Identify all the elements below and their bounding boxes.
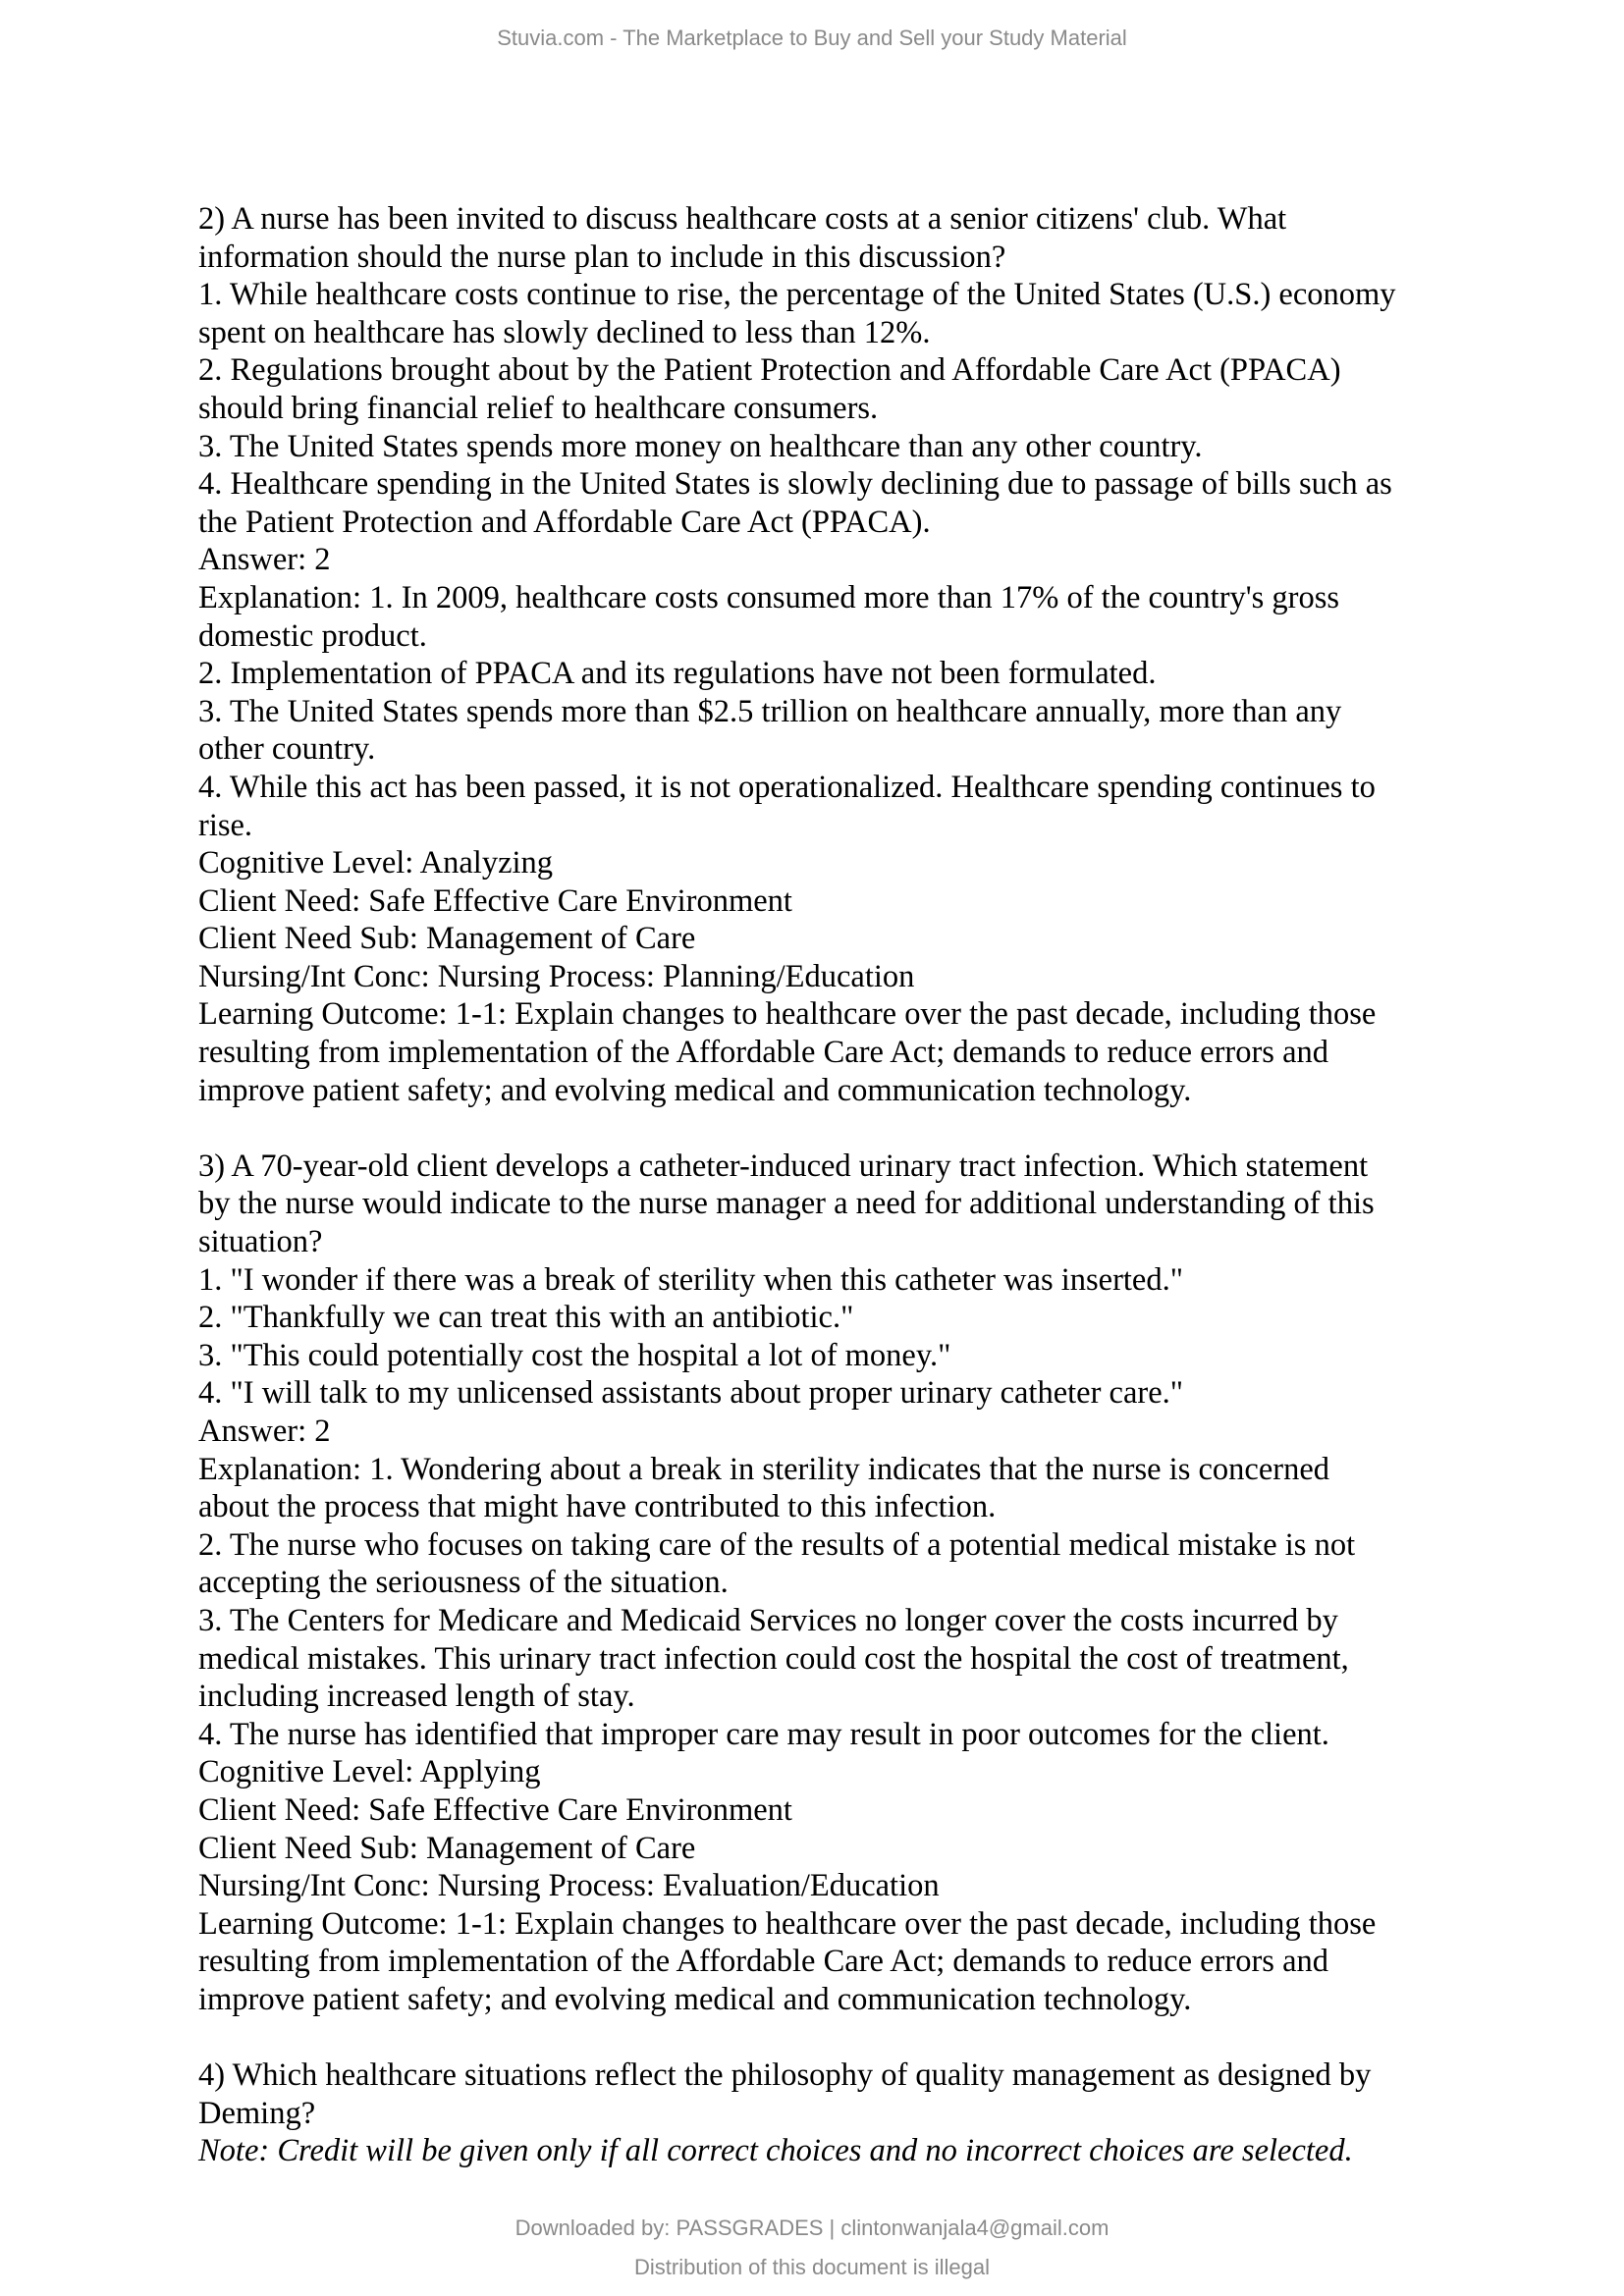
text-line: 4. While this act has been passed, it is not operationalized. Healthcare spending continues to	[198, 769, 1376, 805]
text-line: medical mistakes. This urinary tract infection could cost the hospital the cost of treatment,	[198, 1640, 1349, 1677]
text-line: improve patient safety; and evolving medical and communication technology.	[198, 1981, 1192, 2017]
spacer	[198, 1109, 1465, 1148]
downloaded-by-footer: Downloaded by: PASSGRADES | clintonwanjala4@gmail.com	[514, 2216, 1110, 2240]
text-line: resulting from implementation of the Affordable Care Act; demands to reduce errors and	[198, 1035, 1328, 1071]
answer-line: Answer: 2	[198, 1414, 331, 1449]
question-2-block	[198, 200, 1465, 1109]
text-line: domestic product.	[198, 617, 427, 654]
text-line: 4. The nurse has identified that improper care may result in poor outcomes for the client.	[198, 1716, 1329, 1752]
text-line: spent on healthcare has slowly declined to less than 12%.	[198, 314, 931, 350]
text-line: 3. The United States spends more money on healthcare than any other country.	[198, 428, 1203, 464]
client-need-sub: Client Need Sub: Management of Care	[198, 1830, 696, 1866]
text-line: by the nurse would indicate to the nurse manager a need for additional understanding of this	[198, 1186, 1375, 1222]
text-line: 1. "I wonder if there was a break of sterility when this catheter was inserted."	[198, 1261, 1183, 1298]
text-line: situation?	[198, 1224, 323, 1260]
nursing-int-conc: Nursing/Int Conc: Nursing Process: Planning/Education	[198, 958, 915, 994]
text-line: 4. "I will talk to my unlicensed assistants about proper urinary catheter care."	[198, 1375, 1184, 1412]
text-line: including increased length of stay.	[198, 1679, 635, 1715]
text-line: 3. "This could potentially cost the hospital a lot of money."	[198, 1337, 951, 1373]
text-line: accepting the seriousness of the situation.	[198, 1565, 729, 1601]
text-line: 2) A nurse has been invited to discuss healthcare costs at a senior citizens' club. What	[198, 201, 1287, 237]
text-line: 2. "Thankfully we can treat this with an antibiotic."	[198, 1300, 854, 1336]
spacer	[198, 2019, 1465, 2057]
cognitive-level: Cognitive Level: Applying	[198, 1754, 541, 1790]
text-line: should bring financial relief to healthcare consumers.	[198, 390, 879, 426]
text-line: resulting from implementation of the Affordable Care Act; demands to reduce errors and	[198, 1944, 1328, 1980]
text-line: 4. Healthcare spending in the United States is slowly declining due to passage of bills such as	[198, 466, 1392, 503]
distribution-footer: Distribution of this document is illegal	[634, 2255, 990, 2279]
text-line: 3) A 70-year-old client develops a catheter-induced urinary tract infection. Which statement	[198, 1148, 1369, 1184]
stuvia-header: Stuvia.com - The Marketplace to Buy and Sell your Study Material	[497, 26, 1127, 50]
client-need-sub: Client Need Sub: Management of Care	[198, 921, 696, 957]
text-line: 3. The United States spends more than $2.5 trillion on healthcare annually, more than any	[198, 693, 1342, 729]
cognitive-level: Cognitive Level: Analyzing	[198, 845, 554, 881]
text-line: improve patient safety; and evolving medical and communication technology.	[198, 1072, 1192, 1108]
text-line: 1. While healthcare costs continue to rise, the percentage of the United States (U.S.) economy	[198, 277, 1396, 313]
learning-outcome: Learning Outcome: 1-1: Explain changes to healthcare over the past decade, including those	[198, 1905, 1377, 1942]
explanation-line: Explanation: 1. In 2009, healthcare costs consumed more than 17% of the country's gross	[198, 579, 1340, 615]
text-line: other country.	[198, 731, 376, 768]
question-3-block	[198, 1148, 1465, 2019]
document-body	[198, 200, 1465, 2170]
credit-note: Note: Credit will be given only if all correct choices and no incorrect choices are selected.	[198, 2133, 1353, 2169]
text-line: 2. Regulations brought about by the Patient Protection and Affordable Care Act (PPACA)	[198, 352, 1341, 389]
text-line: Deming?	[198, 2095, 316, 2131]
explanation-line: Explanation: 1. Wondering about a break in sterility indicates that the nurse is concerned	[198, 1451, 1330, 1487]
text-line: 2. The nurse who focuses on taking care of the results of a potential medical mistake is not	[198, 1526, 1356, 1563]
client-need: Client Need: Safe Effective Care Environment	[198, 882, 792, 919]
learning-outcome: Learning Outcome: 1-1: Explain changes to healthcare over the past decade, including those	[198, 996, 1377, 1033]
question-4-block	[198, 2056, 1465, 2170]
nursing-int-conc: Nursing/Int Conc: Nursing Process: Evaluation/Education	[198, 1868, 940, 1904]
text-line: rise.	[198, 807, 253, 843]
text-line: the Patient Protection and Affordable Care Act (PPACA).	[198, 504, 931, 540]
text-line: information should the nurse plan to include in this discussion?	[198, 239, 1006, 275]
text-line: 4) Which healthcare situations reflect the philosophy of quality management as designed by	[198, 2057, 1372, 2094]
answer-line: Answer: 2	[198, 542, 331, 578]
text-line: 2. Implementation of PPACA and its regulations have not been formulated.	[198, 656, 1157, 692]
text-line: 3. The Centers for Medicare and Medicaid Services no longer cover the costs incurred by	[198, 1602, 1338, 1638]
text-line: about the process that might have contributed to this infection.	[198, 1489, 997, 1525]
client-need: Client Need: Safe Effective Care Environment	[198, 1791, 792, 1828]
